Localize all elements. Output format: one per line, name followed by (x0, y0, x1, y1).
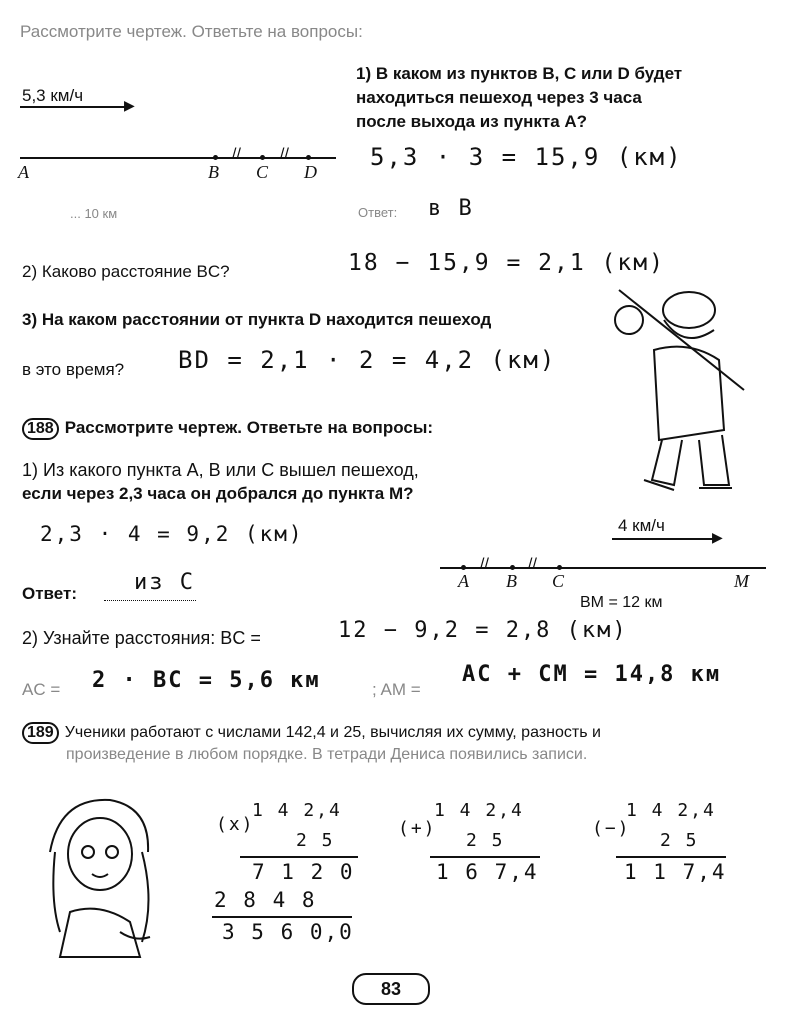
ex189-line2: произведение в любом порядке. В тетради Дениса появились записи. (66, 746, 588, 763)
ex188-q1-line1: 1) Из какого пункта A, B или C вышел пешеход, (22, 460, 419, 480)
ex188-q1-line2: если через 2,3 часа он добрался до пункта M? (22, 484, 414, 503)
point-a-label: A (18, 162, 29, 182)
ex188-ac-label: AC = (22, 680, 61, 699)
ex188-reply-underline (104, 600, 196, 601)
sub-b: 2 5 (660, 830, 699, 851)
point-d-dot (306, 155, 311, 160)
pedestrian-illustration (604, 280, 764, 510)
ex189-line1 (22, 722, 601, 744)
ex189-text1: Ученики работают с числами 142,4 и 25, вычисляя их сумму, разность и (64, 724, 601, 741)
page-number: 83 (352, 973, 430, 1005)
top-q1-line: после выхода из пункта A? (356, 112, 588, 131)
ex188-reply-label: Ответ: (22, 584, 77, 603)
ex189-number: 189 (22, 722, 59, 744)
top-q1-reply-value: в B (428, 196, 474, 221)
point-c-dot (260, 155, 265, 160)
ex188-q1-answer: 2,3 · 4 = 9,2 (км) (40, 522, 304, 546)
arrowhead-icon: ▶ (124, 97, 135, 113)
top-q3-line1: 3) На каком расстоянии от пункта D находится пешеход (22, 310, 492, 329)
point-a-dot (461, 565, 466, 570)
tick-mark-icon: // (232, 146, 241, 163)
top-q1-answer: 5,3 · 3 = 15,9 (км) (370, 143, 683, 171)
sub-a: 1 4 2,4 (626, 800, 716, 821)
mult-b: 2 5 (296, 830, 335, 851)
add-result: 1 6 7,4 (436, 860, 539, 884)
point-b-label: B (208, 162, 219, 182)
point-m-label: M (734, 571, 749, 591)
sub-line (616, 856, 726, 858)
top-q1-line: находиться пешеход через 3 часа (356, 88, 642, 107)
mult-a: 1 4 2,4 (252, 800, 342, 821)
mult-p1: 7 1 2 0 (252, 860, 355, 884)
mult-p2: 2 8 4 8 (214, 888, 317, 912)
top-q2-answer: 18 − 15,9 = 2,1 (км) (348, 250, 665, 276)
sub-sign: (−) (592, 818, 631, 839)
ex188-title: Рассмотрите чертеж. Ответьте на вопросы: (64, 418, 433, 437)
ex188-speed-label: 4 км/ч (618, 516, 665, 535)
tick-mark-icon: // (280, 146, 289, 163)
top-speed-label: 5,3 км/ч (22, 86, 84, 105)
point-b-dot (510, 565, 515, 570)
tick-mark-icon: // (480, 556, 489, 573)
ex188-speed-arrow (612, 538, 716, 540)
mult-sign: (x) (216, 814, 255, 835)
top-q1-line: 1) В каком из пунктов B, C или D будет (356, 64, 683, 83)
top-speed-arrow (20, 106, 128, 108)
top-q2: 2) Каково расстояние BC? (22, 262, 230, 281)
point-d-label: D (304, 162, 317, 182)
sub-result: 1 1 7,4 (624, 860, 727, 884)
mult-result: 3 5 6 0,0 (222, 920, 354, 944)
arrowhead-icon: ▶ (712, 529, 723, 545)
top-q3-answer: BD = 2,1 · 2 = 4,2 (км) (178, 346, 557, 374)
top-q1 (356, 62, 682, 134)
mult-line1 (240, 856, 358, 858)
mult-line2 (212, 916, 352, 918)
girl-illustration (30, 792, 160, 962)
add-a: 1 4 2,4 (434, 800, 524, 821)
point-c-label: C (256, 162, 269, 182)
point-b-label: B (506, 571, 517, 591)
faded-distance-label: ... 10 км (70, 206, 118, 221)
point-a-label: A (458, 571, 469, 591)
top-q3-line2: в это время? (22, 360, 125, 379)
point-c-label: C (552, 571, 565, 591)
ex188-reply-value: из C (134, 570, 195, 595)
ex188-q2-label: 2) Узнайте расстояния: BC = (22, 628, 261, 648)
top-header: Рассмотрите чертеж. Ответьте на вопросы: (20, 22, 363, 41)
ex188-am-answer: AC + CM = 14,8 км (462, 662, 722, 687)
ex188-header (22, 418, 433, 440)
top-q1-reply-label: Ответ: (358, 205, 398, 220)
ex188-am-label: ; AM = (372, 680, 421, 699)
ex188-bm-label: BM = 12 км (580, 594, 663, 611)
add-line (430, 856, 540, 858)
ex188-q2-answer: 12 − 9,2 = 2,8 (км) (338, 618, 628, 643)
ex188-number: 188 (22, 418, 59, 440)
add-sign: (+) (398, 818, 437, 839)
point-b-dot (213, 155, 218, 160)
tick-mark-icon: // (528, 556, 537, 573)
point-c-dot (557, 565, 562, 570)
ex188-ac-answer: 2 · BC = 5,6 км (92, 668, 321, 693)
add-b: 2 5 (466, 830, 505, 851)
